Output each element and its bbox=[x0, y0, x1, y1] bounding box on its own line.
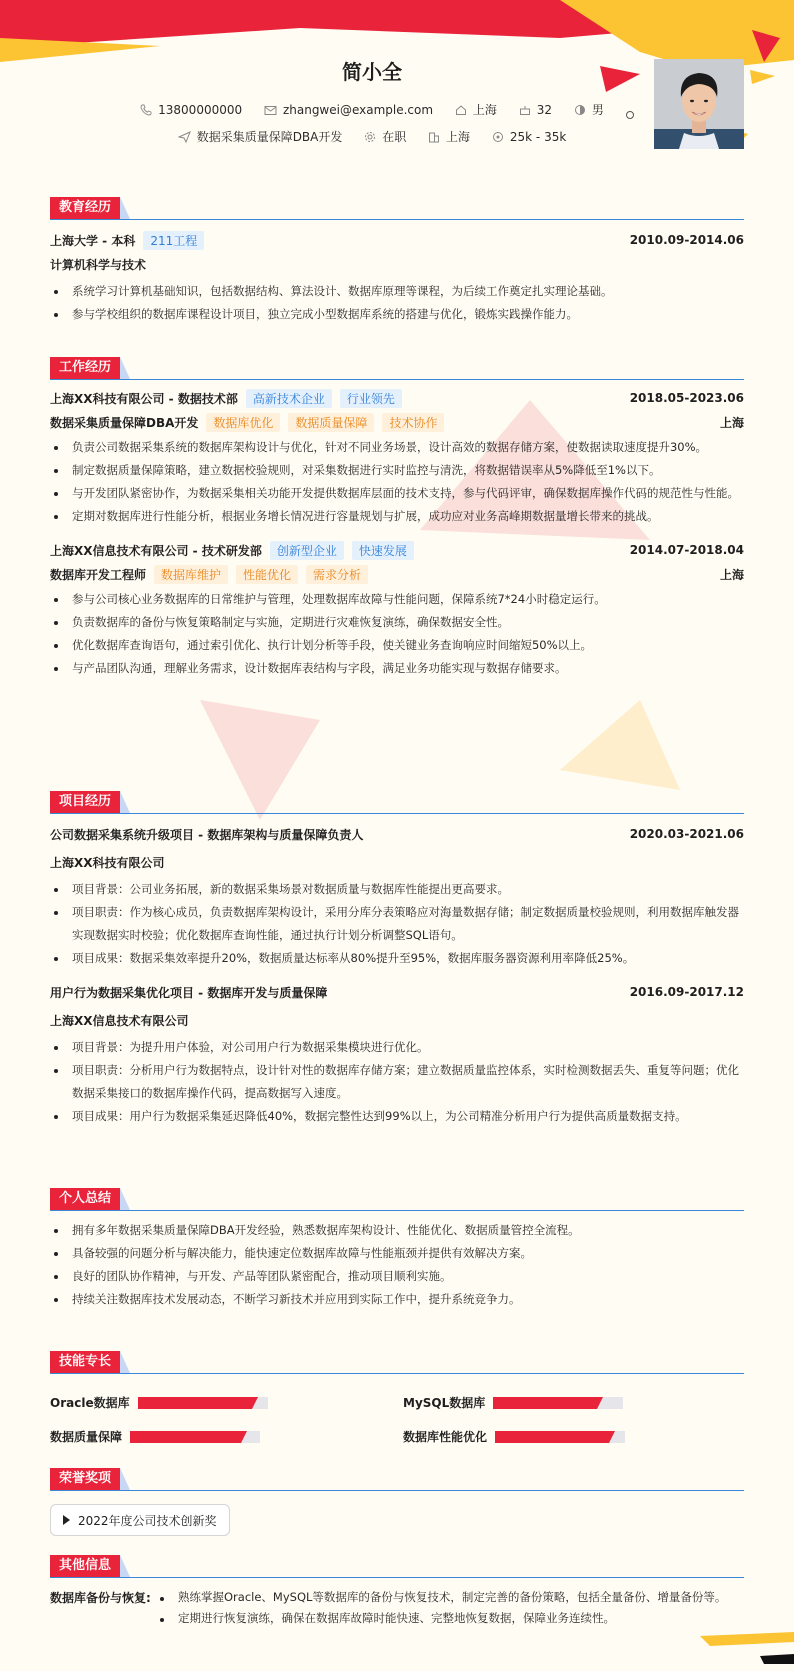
decorative-circle bbox=[626, 111, 634, 119]
skills-section bbox=[50, 1351, 744, 1374]
job-date: 2014.07-2018.04 bbox=[629, 543, 744, 557]
work-section bbox=[50, 357, 744, 680]
age-item bbox=[519, 103, 552, 117]
age-icon bbox=[519, 104, 531, 116]
location-item bbox=[455, 101, 497, 118]
skill-item bbox=[50, 1428, 260, 1445]
send-icon bbox=[178, 131, 191, 143]
project-company-row bbox=[50, 850, 744, 874]
major-name: 计算机科学与技术 bbox=[50, 257, 147, 272]
skills-title: 技能专长 bbox=[50, 1351, 120, 1373]
list-item: 熟练掌握Oracle、MySQL等数据库的备份与恢复技术，制定完善的备份策略，包括全量备份、增量备份等。 bbox=[156, 1587, 744, 1608]
job-company-row bbox=[50, 538, 744, 562]
education-section bbox=[50, 197, 744, 326]
project-row bbox=[50, 822, 744, 846]
major-row bbox=[50, 252, 744, 276]
role-tag: 数据质量保障 bbox=[288, 413, 374, 432]
other-bullets bbox=[156, 1587, 744, 1629]
list-item: 项目背景：公司业务拓展，新的数据采集场景对数据质量与数据库性能提出更高要求。 bbox=[50, 878, 744, 901]
job-role-row bbox=[50, 562, 744, 586]
list-item: 参与公司核心业务数据库的日常维护与管理，处理数据库故障与性能问题，保障系统7*24小时稳定运行。 bbox=[50, 588, 744, 611]
project-company: 上海XX信息技术有限公司 bbox=[50, 1013, 189, 1028]
skill-bar bbox=[495, 1431, 625, 1443]
phone-icon bbox=[140, 104, 152, 116]
list-item: 项目背景：为提升用户体验，对公司用户行为数据采集模块进行优化。 bbox=[50, 1036, 744, 1059]
education-date: 2010.09-2014.06 bbox=[629, 233, 744, 247]
project-company-row bbox=[50, 1008, 744, 1032]
salary-text: 25k - 35k bbox=[509, 129, 567, 144]
resume-header bbox=[50, 0, 744, 160]
role-name: 数据采集质量保障DBA开发 bbox=[50, 415, 199, 430]
list-item: 项目职责：作为核心成员，负责数据库架构设计，采用分库分表策略应对海量数据存储；制定数据质量校验规则，利用数据库触发器实现数据实时校验；优化数据库查询性能，通过执行计划分析调整SQL语句。 bbox=[50, 901, 744, 947]
status-text: 在职 bbox=[382, 130, 407, 144]
summary-header bbox=[50, 1188, 744, 1211]
list-item: 负责数据库的备份与恢复策略制定与实施，定期进行灾难恢复演练，确保数据安全性。 bbox=[50, 611, 744, 634]
list-item: 系统学习计算机基础知识，包括数据结构、算法设计、数据库原理等课程，为后续工作奠定扎实理论基础。 bbox=[50, 280, 744, 303]
role-tag: 性能优化 bbox=[236, 565, 298, 584]
phone-text: 13800000000 bbox=[158, 102, 243, 117]
summary-title: 个人总结 bbox=[50, 1188, 120, 1210]
other-title: 其他信息 bbox=[50, 1555, 120, 1577]
list-item: 项目成果：数据采集效率提升20%，数据质量达标率从80%提升至95%，数据库服务器资源利用率降低25%。 bbox=[50, 947, 744, 970]
list-item: 项目成果：用户行为数据采集延迟降低40%，数据完整性达到99%以上，为公司精准分析用户行为提供高质量数据支持。 bbox=[50, 1105, 744, 1128]
job-date: 2018.05-2023.06 bbox=[629, 391, 744, 405]
building-icon bbox=[428, 131, 440, 143]
list-item: 持续关注数据库技术发展动态，不断学习新技术并应用到实际工作中，提升系统竞争力。 bbox=[50, 1288, 744, 1311]
awards-header bbox=[50, 1468, 744, 1491]
skill-bar bbox=[138, 1397, 268, 1409]
project-bullets bbox=[50, 1036, 744, 1128]
gender-item bbox=[574, 101, 604, 118]
role-tag: 数据库优化 bbox=[206, 413, 280, 432]
list-item: 定期对数据库进行性能分析，根据业务增长情况进行容量规划与扩展，成功应对业务高峰期数据量增长带来的挑战。 bbox=[50, 505, 744, 528]
company-name: 上海XX科技有限公司 - 数据技术部 bbox=[50, 391, 238, 406]
gender-icon bbox=[574, 104, 586, 116]
company-tag: 高新技术企业 bbox=[246, 389, 332, 408]
gender-text: 男 bbox=[591, 103, 604, 117]
email-item bbox=[264, 103, 433, 117]
list-item: 负责公司数据采集系统的数据库架构设计与优化，针对不同业务场景，设计高效的数据存储方案，使数据读取速度提升30%。 bbox=[50, 436, 744, 459]
job-city: 上海 bbox=[719, 415, 744, 430]
list-item: 具备较强的问题分析与解决能力，能快速定位数据库故障与性能瓶颈并提供有效解决方案。 bbox=[50, 1242, 744, 1265]
education-title: 教育经历 bbox=[50, 197, 120, 219]
project-title: 项目经历 bbox=[50, 791, 120, 813]
job-company-row bbox=[50, 386, 744, 410]
mail-icon bbox=[264, 105, 277, 116]
role-name: 数据库开发工程师 bbox=[50, 567, 147, 582]
company-tag: 快速发展 bbox=[352, 541, 414, 560]
list-item: 与开发团队紧密协作，为数据采集相关功能开发提供数据库层面的技术支持，参与代码评审，确保数据库操作代码的规范性与性能。 bbox=[50, 482, 744, 505]
other-section bbox=[50, 1555, 744, 1629]
awards-title: 荣誉奖项 bbox=[50, 1468, 120, 1490]
job-bullets bbox=[50, 588, 744, 680]
school-name: 上海大学 - 本科 bbox=[50, 233, 136, 248]
avatar bbox=[654, 59, 744, 149]
money-icon bbox=[492, 131, 504, 143]
company-tag: 行业领先 bbox=[340, 389, 402, 408]
role-tag: 技术协作 bbox=[382, 413, 444, 432]
job-role-row bbox=[50, 410, 744, 434]
skill-item bbox=[403, 1428, 625, 1445]
skill-fill bbox=[130, 1431, 241, 1443]
target-city-text: 上海 bbox=[446, 130, 471, 144]
candidate-name: 简小全 bbox=[342, 60, 402, 84]
award-item[interactable] bbox=[50, 1504, 230, 1536]
skill-name: 数据库性能优化 bbox=[403, 1430, 488, 1444]
contact-row bbox=[50, 101, 694, 119]
other-header bbox=[50, 1555, 744, 1578]
other-label: 数据库备份与恢复: bbox=[50, 1591, 151, 1605]
awards-section bbox=[50, 1468, 744, 1491]
salary-item bbox=[492, 130, 566, 144]
target-job-text: 数据采集质量保障DBA开发 bbox=[196, 130, 343, 144]
list-item: 定期进行恢复演练，确保在数据库故障时能快速、完整地恢复数据，保障业务连续性。 bbox=[156, 1608, 744, 1629]
list-item: 与产品团队沟通，理解业务需求，设计数据库表结构与字段，满足业务功能实现与数据存储要求。 bbox=[50, 657, 744, 680]
education-bullets bbox=[50, 280, 744, 326]
skill-name: MySQL数据库 bbox=[403, 1396, 486, 1410]
project-section bbox=[50, 791, 744, 1128]
project-date: 2020.03-2021.06 bbox=[629, 827, 744, 841]
skill-fill bbox=[493, 1397, 597, 1409]
project-company: 上海XX科技有限公司 bbox=[50, 855, 165, 870]
education-row bbox=[50, 228, 744, 252]
list-item: 良好的团队协作精神，与开发、产品等团队紧密配合，推动项目顺利实施。 bbox=[50, 1265, 744, 1288]
summary-bullets bbox=[50, 1219, 744, 1311]
target-city-item bbox=[428, 128, 470, 145]
target-job-item bbox=[178, 128, 343, 145]
job-city: 上海 bbox=[719, 567, 744, 582]
work-title: 工作经历 bbox=[50, 357, 120, 379]
project-header bbox=[50, 791, 744, 814]
project-bullets bbox=[50, 878, 744, 970]
skill-bar bbox=[493, 1397, 623, 1409]
skills-header bbox=[50, 1351, 744, 1374]
summary-section bbox=[50, 1188, 744, 1311]
gear-icon bbox=[364, 131, 376, 143]
award-text: 2022年度公司技术创新奖 bbox=[78, 1513, 217, 1528]
email-text: zhangwei@example.com bbox=[282, 103, 434, 117]
skill-item bbox=[50, 1394, 268, 1411]
age-text: 32 bbox=[536, 102, 553, 117]
project-name: 公司数据采集系统升级项目 - 数据库架构与质量保障负责人 bbox=[50, 827, 364, 842]
skill-name: 数据质量保障 bbox=[50, 1430, 123, 1444]
project-row bbox=[50, 980, 744, 1004]
company-name: 上海XX信息技术有限公司 - 技术研发部 bbox=[50, 543, 262, 558]
project-date: 2016.09-2017.12 bbox=[629, 985, 744, 999]
expand-arrow-icon bbox=[63, 1515, 70, 1525]
list-item: 参与学校组织的数据库课程设计项目，独立完成小型数据库系统的搭建与优化，锻炼实践操作能力。 bbox=[50, 303, 744, 326]
education-header bbox=[50, 197, 744, 220]
school-tag: 211工程 bbox=[143, 231, 204, 250]
phone-item bbox=[140, 103, 242, 117]
location-text: 上海 bbox=[472, 103, 497, 117]
skill-fill bbox=[138, 1397, 252, 1409]
project-name: 用户行为数据采集优化项目 - 数据库开发与质量保障 bbox=[50, 985, 328, 1000]
skill-item bbox=[403, 1394, 623, 1411]
job-intent-row bbox=[50, 128, 694, 146]
company-tag: 创新型企业 bbox=[270, 541, 344, 560]
skill-fill bbox=[495, 1431, 609, 1443]
list-item: 项目职责：分析用户行为数据特点，设计针对性的数据库存储方案；建立数据质量监控体系，实时检测数据丢失、重复等问题；优化数据采集接口的数据库操作代码，提高数据写入速度。 bbox=[50, 1059, 744, 1105]
role-tag: 需求分析 bbox=[306, 565, 368, 584]
skill-name: Oracle数据库 bbox=[50, 1396, 130, 1410]
status-item bbox=[364, 128, 406, 145]
list-item: 拥有多年数据采集质量保障DBA开发经验，熟悉数据库架构设计、性能优化、数据质量管控全流程。 bbox=[50, 1219, 744, 1242]
other-row bbox=[50, 1587, 744, 1629]
list-item: 优化数据库查询语句，通过索引优化、执行计划分析等手段，使关键业务查询响应时间缩短50%以上。 bbox=[50, 634, 744, 657]
home-icon bbox=[455, 104, 467, 116]
skill-bar bbox=[130, 1431, 260, 1443]
work-header bbox=[50, 357, 744, 380]
job-bullets bbox=[50, 436, 744, 528]
role-tag: 数据库维护 bbox=[154, 565, 228, 584]
list-item: 制定数据质量保障策略，建立数据校验规则，对采集数据进行实时监控与清洗，将数据错误率从5%降低至1%以下。 bbox=[50, 459, 744, 482]
